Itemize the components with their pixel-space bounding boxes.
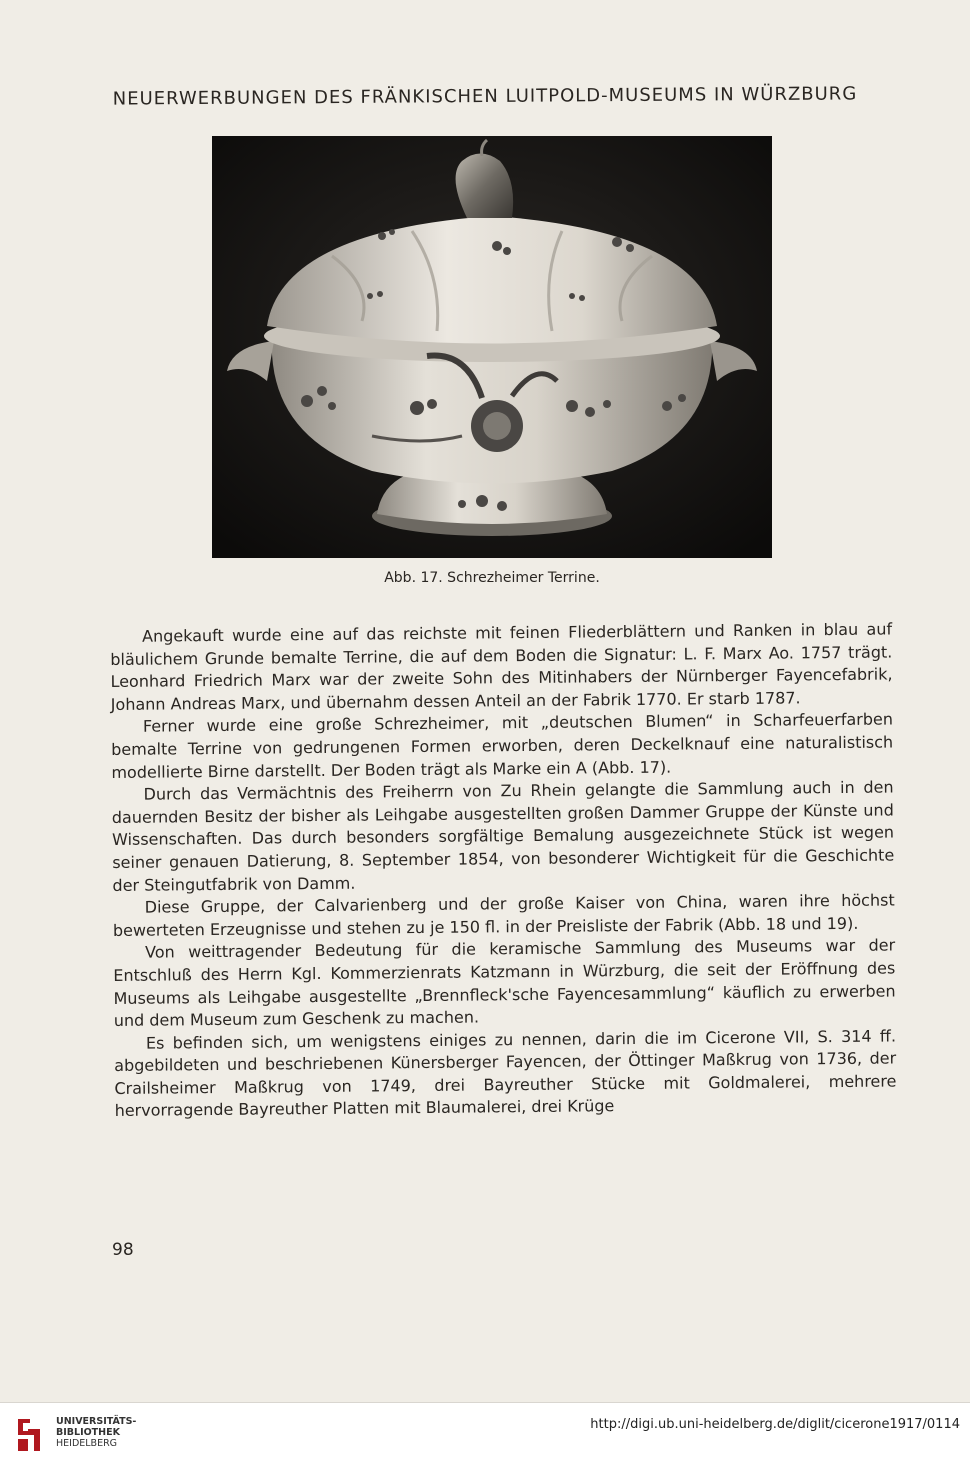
library-name-line: BIBLIOTHEK <box>56 1427 120 1438</box>
library-name-line: HEIDELBERG <box>56 1438 118 1449</box>
paragraph: Von weittragender Bedeutung für die keramische Sammlung des Museums war der Entschluß des Herrn Kgl. Kommerzienrats Katzmann in Würzburg, die seit der Eröffnung des Museums als Leihgabe ausgestellte „Brennfleck'sche Fayencesammlung“ käuflich zu erwerben und dem Museum zum Geschenk zu machen. <box>113 935 896 1031</box>
source-url-link[interactable]: http://digi.ub.uni-heidelberg.de/diglit/cicerone1917/0114 <box>590 1417 960 1432</box>
figure-caption: Abb. 17. Schrezheimer Terrine. <box>384 570 600 586</box>
running-header: NEUERWERBUNGEN DES FRÄNKISCHEN LUITPOLD-MUSEUMS IN WÜRZBURG <box>112 83 858 110</box>
paragraph: Ferner wurde eine große Schrezheimer, mit „deutschen Blumen“ in Scharfeuerfarben bemalte Terrine von gedrungenen Formen erworben, deren Deckelknauf eine naturalistisch modellierte Birne darstellt. Der Boden trägt als Marke ein A (Abb. 17). <box>111 709 894 782</box>
paragraph: Es befinden sich, um wenigstens einiges zu nennen, darin die im Cicerone VII, S. 314 ff. abgebildeten und beschriebenen Künersberger Fayencen, der Öttinger Maßkrug von 1736, der Crailsheimer Maßkrug von 1749, drei Bayreuther Stücke mit Goldmalerei, mehrere hervorragende Bayreuther Platten mit Blaumalerei, drei Krüge <box>114 1026 897 1121</box>
paragraph: Durch das Vermächtnis des Freiherrn von Zu Rhein gelangte die Sammlung auch in den dauernden Besitz der bisher als Leihgabe ausgestellten großen Dammer Gruppe der Künste und Wissenschaften. Das durch besonders sorgfältige Bemalung ausgezeichnete Stück ist wegen seiner genauen Datierung, 8. September 1854, von besonderer Wichtigkeit für die Geschichte der Steingutfabrik von Damm. <box>111 777 895 895</box>
tureen-photograph <box>212 136 772 558</box>
library-name <box>56 1416 136 1449</box>
body-text <box>110 618 897 1123</box>
paragraph: Diese Gruppe, der Calvarienberg und der große Kaiser von China, waren ihre höchst bewerteten Erzeugnisse und stehen zu je 150 fl. in der Preisliste der Fabrik (Abb. 18 und 19). <box>112 890 895 940</box>
library-footer <box>0 1402 970 1472</box>
paragraph: Angekauft wurde eine auf das reichste mit feinen Fliederblättern und Ranken in blau auf bläulichem Grunde bemalte Terrine, die auf dem Boden die Signatur: L. F. Marx Ao. 1757 trägt. Leonhard Friedrich Marx war der zweite Sohn des Mitinhabers der Nürnberger Fayencefabrik, Johann Andreas Marx, und übernahm dessen Anteil an der Fabrik 1770. Er starb 1787. <box>110 619 893 714</box>
library-logo-icon <box>14 1415 44 1455</box>
library-name-line: UNIVERSITÄTS- <box>56 1416 137 1427</box>
page-number: 98 <box>112 1240 134 1260</box>
